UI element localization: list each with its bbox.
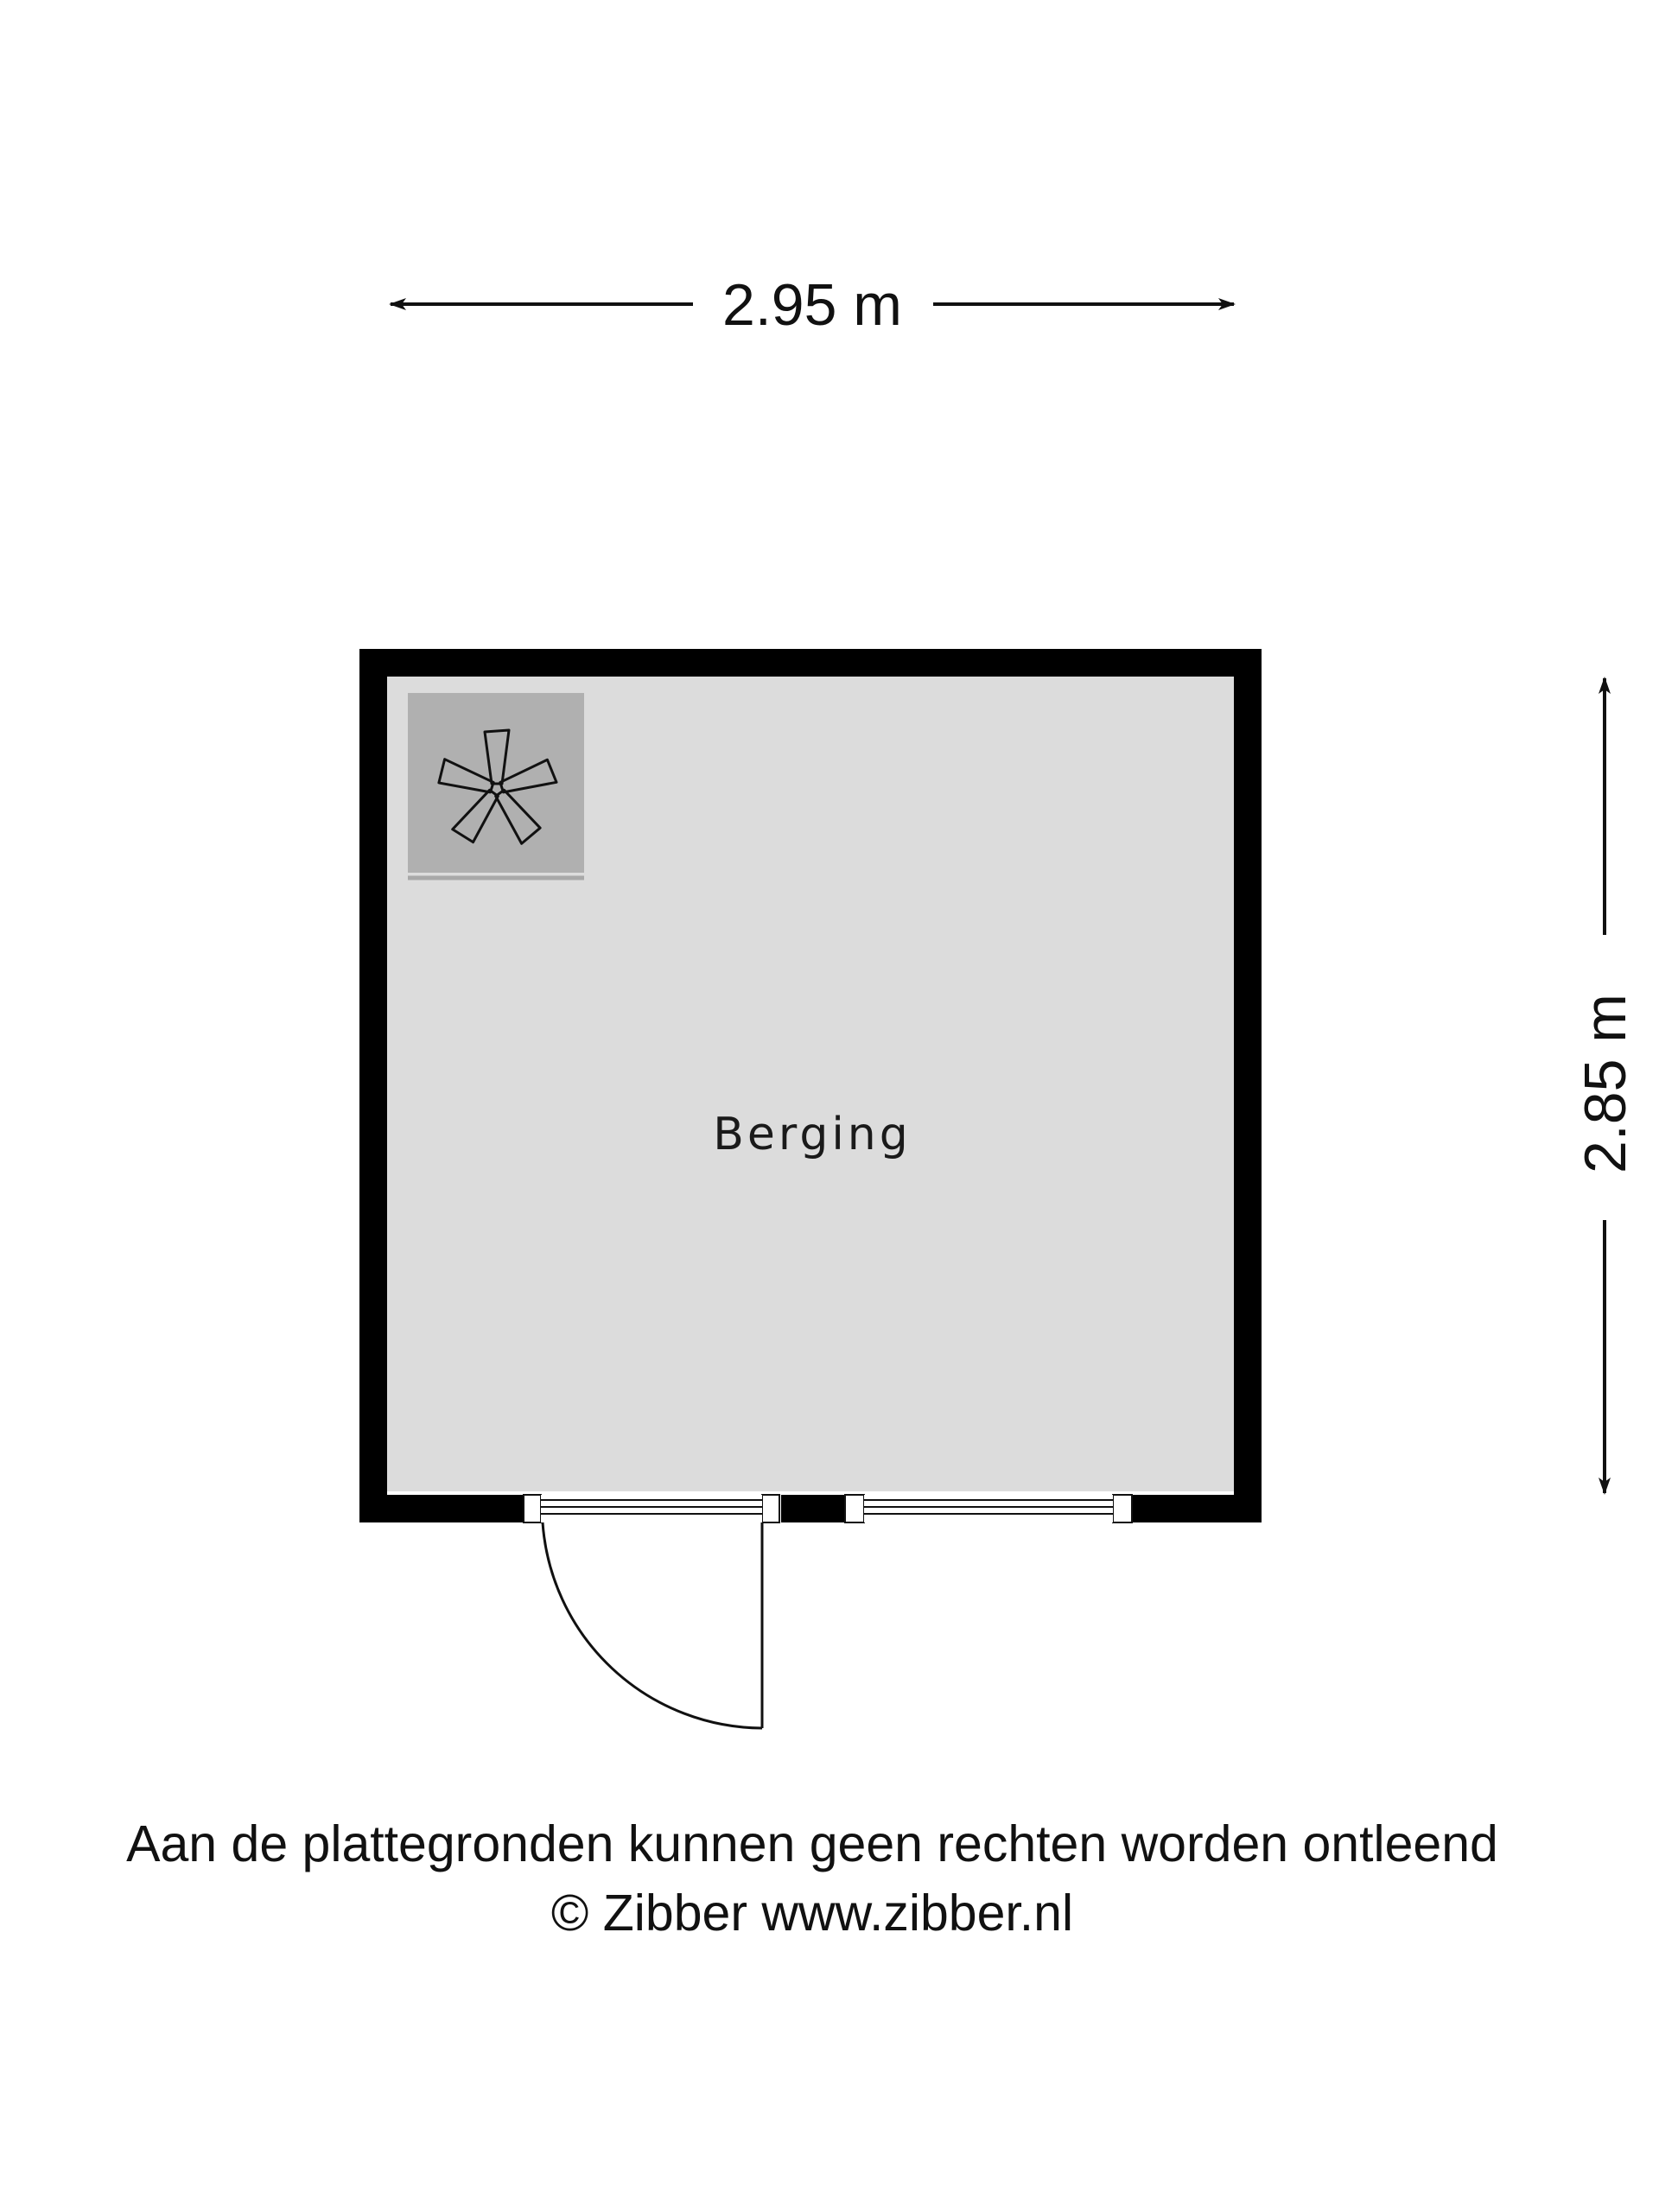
wall-bottom-left	[359, 1495, 524, 1522]
copyright-credit: © Zibber www.zibber.nl	[550, 1885, 1074, 1942]
height-dimension	[1573, 678, 1638, 1493]
door-swing-arc	[543, 1522, 762, 1728]
room-label: Berging	[713, 1109, 912, 1160]
wall-bottom-right	[1132, 1495, 1262, 1522]
heater-icon	[408, 693, 584, 878]
wall-top	[359, 649, 1262, 677]
window	[845, 1495, 1132, 1522]
window-jamb-left	[845, 1495, 864, 1522]
window-glazing	[864, 1495, 1113, 1522]
wall-bottom-middle	[781, 1495, 845, 1522]
height-dimension-label: 2.85 m	[1573, 994, 1638, 1173]
width-dimension	[391, 272, 1234, 338]
door-threshold	[541, 1495, 762, 1522]
door-jamb-right	[762, 1495, 779, 1522]
width-dimension-label: 2.95 m	[722, 272, 902, 338]
wall-right	[1234, 649, 1262, 1522]
door	[524, 1495, 779, 1728]
door-jamb-left	[524, 1495, 541, 1522]
wall-left	[359, 649, 387, 1522]
window-jamb-right	[1113, 1495, 1132, 1522]
disclaimer-text: Aan de plattegronden kunnen geen rechten worden ontleend	[126, 1815, 1498, 1872]
